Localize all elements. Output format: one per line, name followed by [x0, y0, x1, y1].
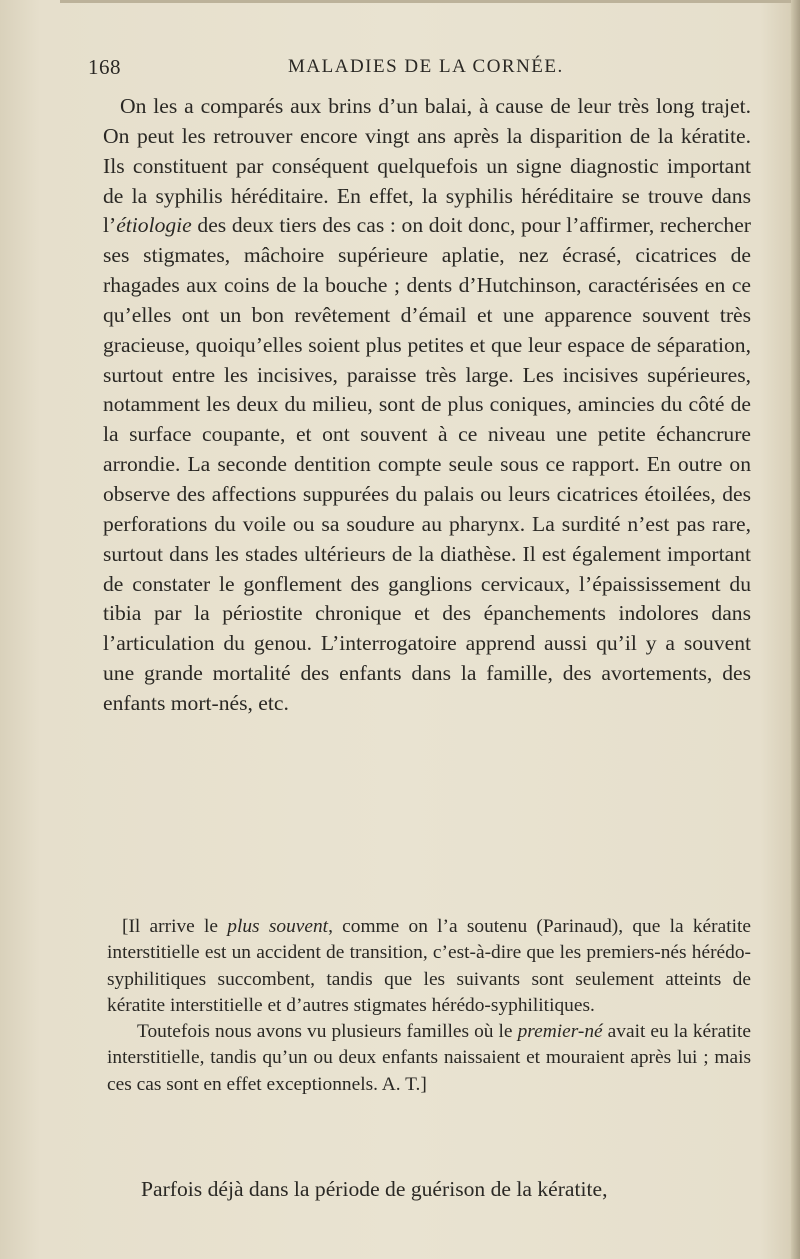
main-paragraph-text — [103, 92, 751, 719]
note2-italic: premier-né — [517, 1021, 603, 1043]
note1-part2: , comme on l’a soutenu (Parinaud), que la kératite interstitielle est un accident de transition, c’est-à-dire que les premiers-nés hérédo-syphilitiques succombent, tandis que les suivants sont seulement atteints de kératite interstitielle et d’autres stigmates hérédo-syphilitiques. — [107, 916, 751, 1016]
note1-italic: plus souvent — [227, 916, 329, 937]
note1-part1: [Il arrive le — [122, 916, 228, 937]
page-header — [88, 55, 752, 81]
note-paragraph-1 — [107, 914, 751, 1019]
main-text-part1: On les a comparés aux brins d’un balai, à cause de leur très long trajet. On peut les retrouver encore vingt ans après la disparition de la kératite. Ils constituent par conséquent quelquefois un signe diagnostic important de la syphilis héréditaire. En effet, la syphilis héréditaire se trouve dans l’ — [103, 94, 751, 238]
main-text-italic: étiologie — [116, 213, 192, 238]
running-title: MALADIES DE LA CORNÉE. — [288, 56, 564, 77]
main-text-part2: des deux tiers des cas : on doit donc, pour l’affirmer, rechercher ses stigmates, mâchoire supérieure aplatie, nez écrasé, cicatrices de rhagades aux coins de la bouche ; dents d’Hutchinson, caractérisées en ce qu’elles ont un bon revêtement d’émail et une apparence souvent très gracieuse, quoiqu’elles soient plus petites et que leur espace de séparation, surtout entre les incisives, paraisse très large. Les incisives supérieures, notamment les deux du milieu, sont de plus coniques, amincies du côté de la surface coupante, et ont souvent à ce niveau une petite échancrure arrondie. La seconde dentition compte seule sous ce rapport. En outre on observe des affections suppurées du palais ou leurs cicatrices étoilées, des perforations du voile ou sa soudure au pharynx. La surdité n’est pas rare, surtout dans les stades ultérieurs de la diathèse. Il est également important de constater le gonflement des ganglions cervicaux, l’épaississement du tibia par la périostite chronique et des épanchements indolores dans l’articulation du genou. L’interrogatoire apprend aussi qu’il y a souvent une grande mortalité des enfants dans la famille, des avortements, des enfants mort-nés, etc. — [103, 213, 751, 715]
page-edge-shadow — [791, 0, 800, 1259]
main-paragraph — [103, 92, 751, 719]
closing-line: Parfois déjà dans la période de guérison de la kératite, — [141, 1177, 608, 1201]
note2-part2: avait eu la kératite interstitielle, tandis qu’un ou deux enfants naissaient et mouraient après lui ; mais ces cas sont en effet exceptionnels. A. T.] — [107, 1021, 751, 1095]
note-paragraph-2 — [107, 1019, 751, 1098]
translator-note — [107, 914, 751, 1098]
page-number: 168 — [88, 55, 121, 79]
note2-part1: Toutefois nous avons vu plusieurs familles où le — [137, 1021, 518, 1043]
top-rule — [60, 0, 800, 3]
